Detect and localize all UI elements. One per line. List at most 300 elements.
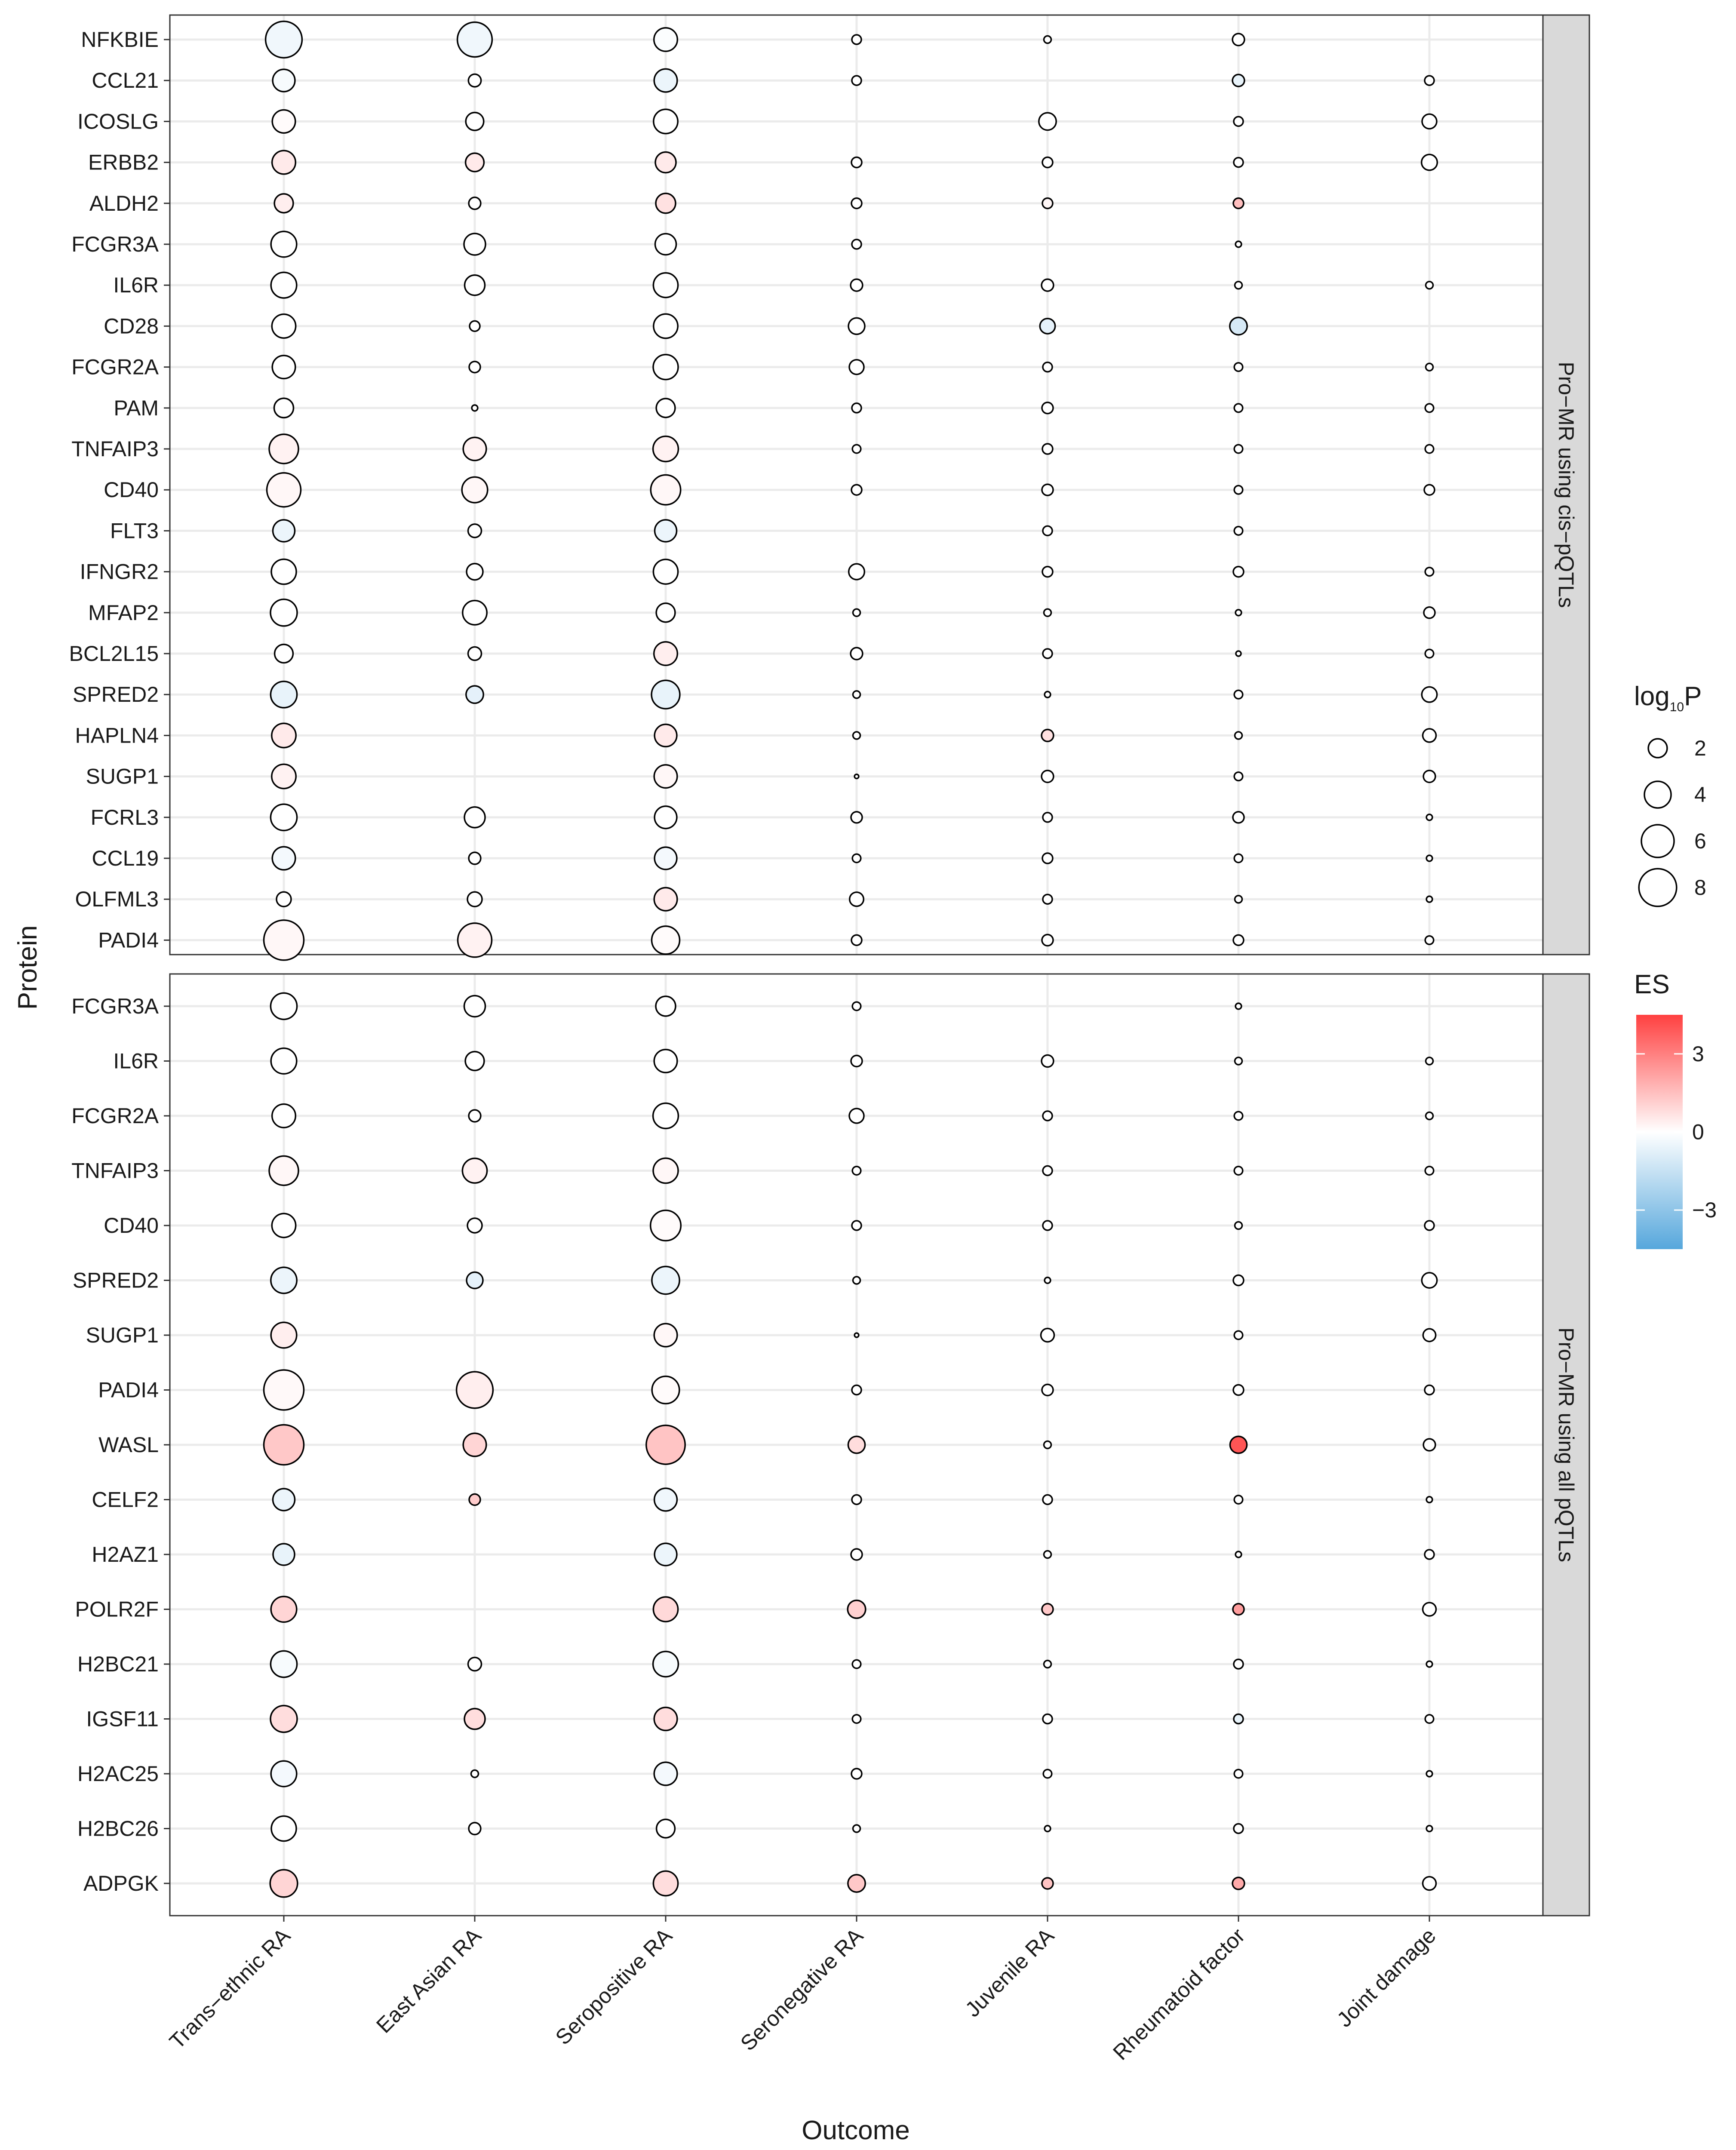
point-mfap2-trans-ethnic-ra bbox=[270, 599, 297, 626]
point-fcgr2a-joint-damage bbox=[1426, 1112, 1433, 1120]
point-nfkbie-rheumatoid-factor bbox=[1232, 34, 1244, 46]
point-il6r-juvenile-ra bbox=[1042, 1055, 1054, 1067]
point-fcgr3a-rheumatoid-factor bbox=[1235, 241, 1241, 247]
point-tnfaip3-east-asian-ra bbox=[463, 437, 486, 461]
point-fcgr2a-seropositive-ra bbox=[653, 1103, 679, 1129]
point-aldh2-seronegative-ra bbox=[851, 198, 862, 209]
y-tick-label-igsf11: IGSF11 bbox=[86, 1707, 159, 1731]
point-sugp1-seropositive-ra bbox=[654, 765, 677, 788]
point-wasl-seropositive-ra bbox=[646, 1425, 685, 1464]
point-padi4-trans-ethnic-ra bbox=[264, 920, 304, 960]
y-tick-label-wasl: WASL bbox=[98, 1433, 159, 1457]
point-hapln4-trans-ethnic-ra bbox=[272, 723, 296, 747]
point-fcgr3a-rheumatoid-factor bbox=[1235, 1003, 1241, 1009]
point-tnfaip3-joint-damage bbox=[1425, 445, 1434, 453]
point-fcgr3a-seropositive-ra bbox=[656, 996, 676, 1016]
point-h2bc21-juvenile-ra bbox=[1044, 1661, 1051, 1668]
point-icoslg-seropositive-ra bbox=[654, 109, 678, 133]
point-fcgr3a-east-asian-ra bbox=[464, 996, 485, 1017]
point-sugp1-joint-damage bbox=[1423, 1329, 1435, 1341]
size-legend-label-4: 4 bbox=[1694, 783, 1706, 807]
point-il6r-east-asian-ra bbox=[465, 275, 485, 295]
point-cd40-east-asian-ra bbox=[467, 1218, 482, 1233]
point-celf2-trans-ethnic-ra bbox=[273, 1489, 295, 1511]
point-h2bc26-seropositive-ra bbox=[657, 1819, 675, 1838]
point-h2ac25-joint-damage bbox=[1426, 1771, 1432, 1777]
point-igsf11-east-asian-ra bbox=[464, 1709, 485, 1729]
y-tick-label-erbb2: ERBB2 bbox=[88, 150, 159, 175]
point-celf2-east-asian-ra bbox=[469, 1494, 480, 1505]
x-tick-label-seropositive-ra: Seropositive RA bbox=[550, 1923, 677, 2050]
point-igsf11-juvenile-ra bbox=[1043, 1714, 1052, 1724]
point-aldh2-seropositive-ra bbox=[656, 194, 676, 213]
point-sugp1-juvenile-ra bbox=[1042, 771, 1054, 783]
point-olfml3-juvenile-ra bbox=[1043, 894, 1052, 904]
point-cd40-trans-ethnic-ra bbox=[272, 1213, 295, 1237]
size-legend bbox=[1634, 682, 1706, 906]
point-olfml3-joint-damage bbox=[1426, 896, 1432, 902]
point-padi4-rheumatoid-factor bbox=[1233, 1385, 1244, 1395]
point-spred2-joint-damage bbox=[1422, 687, 1437, 702]
point-tnfaip3-juvenile-ra bbox=[1043, 1166, 1052, 1176]
y-tick-label-nfkbie: NFKBIE bbox=[81, 28, 159, 52]
point-padi4-joint-damage bbox=[1425, 936, 1434, 945]
point-il6r-east-asian-ra bbox=[465, 1052, 484, 1071]
panel-2 bbox=[71, 974, 1589, 1916]
point-padi4-seropositive-ra bbox=[652, 926, 680, 954]
point-olfml3-trans-ethnic-ra bbox=[277, 892, 291, 906]
point-spred2-seropositive-ra bbox=[651, 680, 680, 709]
point-mfap2-rheumatoid-factor bbox=[1235, 610, 1241, 616]
point-cd28-juvenile-ra bbox=[1040, 319, 1055, 334]
point-tnfaip3-joint-damage bbox=[1425, 1167, 1434, 1175]
point-ccl19-east-asian-ra bbox=[469, 852, 481, 864]
point-ccl21-east-asian-ra bbox=[468, 74, 481, 87]
size-legend-key-4 bbox=[1644, 781, 1671, 808]
y-tick-label-cd40: CD40 bbox=[104, 1213, 159, 1238]
point-mfap2-east-asian-ra bbox=[463, 601, 487, 625]
point-cd40-seronegative-ra bbox=[852, 1221, 861, 1230]
y-tick-label-fcgr2a: FCGR2A bbox=[71, 1104, 159, 1128]
y-tick-label-sugp1: SUGP1 bbox=[86, 1323, 159, 1347]
strip-label: Pro−MR using all pQTLs bbox=[1554, 1327, 1578, 1563]
point-adpgk-juvenile-ra bbox=[1042, 1878, 1053, 1889]
y-axis-title: Protein bbox=[13, 925, 43, 1010]
point-il6r-juvenile-ra bbox=[1042, 279, 1054, 291]
point-fcgr2a-seronegative-ra bbox=[849, 1109, 864, 1123]
point-icoslg-east-asian-ra bbox=[466, 113, 484, 131]
point-ccl19-seropositive-ra bbox=[654, 847, 677, 869]
point-fcgr2a-east-asian-ra bbox=[469, 362, 480, 373]
point-ccl21-joint-damage bbox=[1425, 76, 1434, 85]
point-aldh2-trans-ethnic-ra bbox=[274, 194, 293, 213]
point-il6r-trans-ethnic-ra bbox=[271, 272, 297, 298]
y-tick-label-sugp1: SUGP1 bbox=[86, 764, 159, 789]
point-cd40-trans-ethnic-ra bbox=[267, 473, 301, 507]
point-padi4-seropositive-ra bbox=[652, 1376, 679, 1404]
point-cd28-trans-ethnic-ra bbox=[272, 314, 295, 338]
point-h2bc21-east-asian-ra bbox=[468, 1658, 482, 1671]
point-hapln4-rheumatoid-factor bbox=[1235, 732, 1242, 739]
point-icoslg-joint-damage bbox=[1422, 114, 1437, 129]
point-pam-seronegative-ra bbox=[852, 403, 861, 413]
y-tick-label-flt3: FLT3 bbox=[110, 519, 159, 543]
point-il6r-joint-damage bbox=[1426, 1057, 1433, 1065]
point-icoslg-rheumatoid-factor bbox=[1234, 117, 1243, 126]
point-h2ac25-rheumatoid-factor bbox=[1234, 1769, 1243, 1778]
point-cd40-rheumatoid-factor bbox=[1234, 485, 1243, 494]
facet-strip-2 bbox=[1543, 974, 1589, 1916]
size-legend-title bbox=[1634, 682, 1702, 714]
point-spred2-juvenile-ra bbox=[1045, 1278, 1051, 1284]
size-legend-key-6 bbox=[1641, 825, 1674, 857]
y-tick-label-spred2: SPRED2 bbox=[72, 682, 159, 707]
point-flt3-juvenile-ra bbox=[1043, 526, 1052, 535]
y-tick-label-adpgk: ADPGK bbox=[83, 1871, 159, 1895]
point-spred2-east-asian-ra bbox=[466, 686, 483, 703]
point-spred2-rheumatoid-factor bbox=[1233, 1275, 1244, 1286]
point-il6r-rheumatoid-factor bbox=[1235, 1057, 1242, 1065]
point-bcl2l15-east-asian-ra bbox=[468, 647, 482, 660]
point-cd40-joint-damage bbox=[1424, 485, 1435, 495]
point-cd40-seronegative-ra bbox=[851, 485, 862, 495]
point-igsf11-seronegative-ra bbox=[852, 1715, 861, 1723]
facet-strip-1 bbox=[1543, 15, 1589, 955]
point-fcrl3-juvenile-ra bbox=[1043, 813, 1052, 822]
point-h2az1-joint-damage bbox=[1425, 1550, 1434, 1559]
point-fcrl3-joint-damage bbox=[1426, 814, 1432, 820]
point-fcgr3a-seronegative-ra bbox=[852, 240, 861, 249]
point-h2bc21-seronegative-ra bbox=[852, 1660, 861, 1668]
strip-label: Pro−MR using cis−pQTLs bbox=[1554, 362, 1578, 608]
point-aldh2-juvenile-ra bbox=[1042, 198, 1053, 209]
point-h2bc26-seronegative-ra bbox=[853, 1825, 860, 1832]
y-tick-label-il6r: IL6R bbox=[113, 273, 159, 298]
point-fcgr2a-joint-damage bbox=[1426, 363, 1433, 371]
point-erbb2-rheumatoid-factor bbox=[1234, 158, 1243, 167]
size-legend-key-8 bbox=[1639, 869, 1677, 906]
x-tick-label-east-asian-ra: East Asian RA bbox=[372, 1923, 486, 2038]
point-wasl-trans-ethnic-ra bbox=[264, 1425, 304, 1465]
point-icoslg-juvenile-ra bbox=[1039, 113, 1056, 130]
x-tick-label-juvenile-ra: Juvenile RA bbox=[960, 1923, 1059, 2022]
point-h2az1-seronegative-ra bbox=[851, 1549, 862, 1560]
color-legend-label-1: 0 bbox=[1692, 1120, 1704, 1144]
point-sugp1-juvenile-ra bbox=[1041, 1329, 1054, 1342]
point-fcrl3-rheumatoid-factor bbox=[1233, 812, 1244, 823]
point-cd28-east-asian-ra bbox=[470, 321, 480, 331]
point-erbb2-joint-damage bbox=[1422, 154, 1438, 170]
point-olfml3-rheumatoid-factor bbox=[1235, 896, 1242, 903]
y-tick-label-ccl19: CCL19 bbox=[92, 846, 159, 870]
y-axis-panel-1 bbox=[69, 28, 170, 952]
point-cd40-juvenile-ra bbox=[1042, 484, 1053, 495]
point-tnfaip3-seronegative-ra bbox=[852, 445, 861, 453]
size-legend-label-6: 6 bbox=[1694, 829, 1706, 853]
point-ifngr2-juvenile-ra bbox=[1042, 567, 1053, 577]
x-tick-label-rheumatoid-factor: Rheumatoid factor bbox=[1108, 1923, 1250, 2065]
point-nfkbie-trans-ethnic-ra bbox=[266, 22, 302, 58]
point-h2bc26-joint-damage bbox=[1426, 1826, 1432, 1832]
point-flt3-seropositive-ra bbox=[655, 520, 677, 542]
color-legend bbox=[1634, 970, 1717, 1249]
y-tick-label-fcgr3a: FCGR3A bbox=[71, 994, 159, 1018]
point-bcl2l15-joint-damage bbox=[1425, 649, 1434, 658]
point-tnfaip3-trans-ethnic-ra bbox=[269, 434, 298, 464]
point-sugp1-seropositive-ra bbox=[654, 1324, 677, 1347]
point-ccl19-seronegative-ra bbox=[852, 854, 861, 863]
y-tick-label-spred2: SPRED2 bbox=[72, 1268, 159, 1293]
point-erbb2-juvenile-ra bbox=[1042, 157, 1053, 168]
y-tick-label-mfap2: MFAP2 bbox=[88, 600, 159, 625]
point-pam-joint-damage bbox=[1425, 404, 1434, 412]
size-legend-title-p: P bbox=[1684, 682, 1702, 711]
point-h2az1-juvenile-ra bbox=[1044, 1551, 1051, 1558]
point-wasl-rheumatoid-factor bbox=[1230, 1436, 1247, 1453]
point-igsf11-rheumatoid-factor bbox=[1234, 1714, 1243, 1724]
point-sugp1-trans-ethnic-ra bbox=[271, 1322, 297, 1348]
y-tick-label-bcl2l15: BCL2L15 bbox=[69, 642, 159, 666]
point-padi4-east-asian-ra bbox=[458, 923, 492, 957]
point-pam-juvenile-ra bbox=[1042, 402, 1053, 414]
point-tnfaip3-rheumatoid-factor bbox=[1234, 1167, 1243, 1175]
point-wasl-joint-damage bbox=[1423, 1439, 1435, 1451]
point-igsf11-trans-ethnic-ra bbox=[270, 1706, 297, 1732]
point-il6r-seropositive-ra bbox=[653, 273, 678, 298]
y-axis-panel-2 bbox=[71, 994, 170, 1895]
point-celf2-seropositive-ra bbox=[654, 1488, 677, 1511]
point-fcgr3a-trans-ethnic-ra bbox=[271, 231, 297, 257]
point-adpgk-joint-damage bbox=[1423, 1877, 1436, 1890]
point-h2ac25-juvenile-ra bbox=[1043, 1769, 1052, 1778]
y-tick-label-cd40: CD40 bbox=[104, 478, 159, 502]
point-fcgr2a-rheumatoid-factor bbox=[1234, 363, 1243, 372]
point-fcrl3-seronegative-ra bbox=[851, 812, 862, 823]
point-ccl19-juvenile-ra bbox=[1042, 853, 1053, 863]
point-tnfaip3-trans-ethnic-ra bbox=[269, 1156, 298, 1186]
y-tick-label-pam: PAM bbox=[114, 396, 159, 420]
point-sugp1-rheumatoid-factor bbox=[1234, 1331, 1243, 1339]
y-tick-label-tnfaip3: TNFAIP3 bbox=[71, 1158, 159, 1183]
point-wasl-juvenile-ra bbox=[1044, 1441, 1051, 1449]
y-tick-label-celf2: CELF2 bbox=[92, 1487, 159, 1512]
point-wasl-seronegative-ra bbox=[848, 1436, 865, 1453]
point-erbb2-trans-ethnic-ra bbox=[272, 150, 296, 174]
point-mfap2-joint-damage bbox=[1424, 607, 1435, 618]
point-tnfaip3-seropositive-ra bbox=[653, 436, 679, 462]
point-polr2f-rheumatoid-factor bbox=[1233, 1604, 1244, 1615]
point-erbb2-east-asian-ra bbox=[466, 153, 484, 172]
point-padi4-rheumatoid-factor bbox=[1233, 935, 1244, 945]
point-flt3-east-asian-ra bbox=[468, 524, 482, 538]
point-fcgr2a-seropositive-ra bbox=[653, 355, 678, 380]
point-h2bc26-rheumatoid-factor bbox=[1234, 1824, 1243, 1834]
point-wasl-east-asian-ra bbox=[463, 1433, 486, 1456]
y-tick-label-cd28: CD28 bbox=[104, 314, 159, 338]
y-tick-label-padi4: PADI4 bbox=[98, 1378, 159, 1402]
point-fcgr3a-seropositive-ra bbox=[655, 234, 676, 255]
point-padi4-seronegative-ra bbox=[851, 935, 862, 945]
point-pam-rheumatoid-factor bbox=[1234, 404, 1243, 412]
point-flt3-trans-ethnic-ra bbox=[273, 520, 295, 542]
point-ifngr2-seropositive-ra bbox=[653, 559, 678, 584]
point-fcgr2a-juvenile-ra bbox=[1043, 362, 1052, 372]
point-polr2f-joint-damage bbox=[1423, 1603, 1436, 1616]
point-il6r-seronegative-ra bbox=[851, 1056, 862, 1067]
x-axis-title: Outcome bbox=[802, 2116, 910, 2145]
point-h2bc21-rheumatoid-factor bbox=[1234, 1659, 1243, 1669]
point-celf2-juvenile-ra bbox=[1043, 1495, 1052, 1505]
point-il6r-seronegative-ra bbox=[851, 279, 863, 291]
point-padi4-juvenile-ra bbox=[1042, 1385, 1053, 1396]
point-ccl19-trans-ethnic-ra bbox=[272, 847, 295, 870]
point-nfkbie-seronegative-ra bbox=[852, 35, 861, 44]
point-fcgr3a-east-asian-ra bbox=[464, 233, 485, 255]
facet-panels bbox=[69, 15, 1590, 1916]
point-olfml3-east-asian-ra bbox=[467, 892, 482, 906]
point-mfap2-juvenile-ra bbox=[1044, 609, 1051, 616]
x-tick-label-trans-ethnic-ra: Trans−ethnic RA bbox=[165, 1923, 295, 2054]
y-tick-label-fcgr2a: FCGR2A bbox=[71, 355, 159, 379]
point-celf2-seronegative-ra bbox=[852, 1495, 861, 1505]
y-tick-label-ifngr2: IFNGR2 bbox=[80, 559, 159, 584]
y-tick-label-tnfaip3: TNFAIP3 bbox=[71, 437, 159, 461]
point-padi4-east-asian-ra bbox=[457, 1372, 493, 1408]
point-cd40-east-asian-ra bbox=[462, 477, 488, 503]
point-erbb2-seronegative-ra bbox=[851, 157, 862, 168]
size-legend-label-8: 8 bbox=[1694, 875, 1706, 900]
point-polr2f-juvenile-ra bbox=[1042, 1604, 1053, 1615]
point-spred2-trans-ethnic-ra bbox=[271, 1267, 297, 1293]
point-fcgr2a-trans-ethnic-ra bbox=[272, 356, 295, 379]
point-pam-east-asian-ra bbox=[472, 405, 478, 411]
y-tick-label-h2bc26: H2BC26 bbox=[77, 1816, 159, 1841]
point-tnfaip3-juvenile-ra bbox=[1042, 444, 1053, 454]
point-nfkbie-seropositive-ra bbox=[654, 28, 678, 52]
point-tnfaip3-east-asian-ra bbox=[462, 1158, 487, 1183]
point-padi4-seronegative-ra bbox=[852, 1385, 861, 1395]
size-legend-title-sub: 10 bbox=[1669, 700, 1684, 714]
point-h2bc26-east-asian-ra bbox=[469, 1823, 481, 1835]
point-spred2-joint-damage bbox=[1422, 1273, 1437, 1288]
y-tick-label-fcgr3a: FCGR3A bbox=[71, 232, 159, 256]
point-sugp1-trans-ethnic-ra bbox=[272, 764, 296, 788]
point-adpgk-seropositive-ra bbox=[653, 1871, 678, 1895]
y-tick-label-h2bc21: H2BC21 bbox=[77, 1652, 159, 1676]
point-ifngr2-rheumatoid-factor bbox=[1233, 567, 1244, 577]
point-cd40-seropositive-ra bbox=[651, 1210, 681, 1241]
point-igsf11-joint-damage bbox=[1425, 1715, 1434, 1723]
point-ccl21-seronegative-ra bbox=[852, 76, 861, 85]
point-bcl2l15-rheumatoid-factor bbox=[1236, 651, 1241, 656]
point-h2bc21-joint-damage bbox=[1426, 1661, 1432, 1667]
point-hapln4-joint-damage bbox=[1423, 729, 1436, 742]
point-icoslg-trans-ethnic-ra bbox=[272, 110, 295, 133]
point-sugp1-seronegative-ra bbox=[854, 1333, 859, 1337]
x-axis bbox=[165, 1916, 1441, 2065]
point-h2ac25-trans-ethnic-ra bbox=[271, 1761, 297, 1787]
point-padi4-trans-ethnic-ra bbox=[264, 1370, 304, 1410]
point-spred2-seropositive-ra bbox=[652, 1266, 679, 1294]
point-adpgk-trans-ethnic-ra bbox=[270, 1870, 298, 1897]
point-cd40-joint-damage bbox=[1425, 1221, 1434, 1230]
point-h2bc21-seropositive-ra bbox=[653, 1652, 679, 1677]
color-legend-title: ES bbox=[1634, 970, 1670, 999]
point-h2ac25-seropositive-ra bbox=[654, 1762, 677, 1785]
point-spred2-east-asian-ra bbox=[467, 1272, 483, 1289]
point-cd40-juvenile-ra bbox=[1043, 1221, 1052, 1230]
point-fcgr2a-east-asian-ra bbox=[469, 1110, 481, 1122]
point-aldh2-east-asian-ra bbox=[469, 197, 481, 209]
point-ifngr2-east-asian-ra bbox=[467, 564, 483, 580]
color-legend-label-2: −3 bbox=[1692, 1198, 1717, 1222]
point-adpgk-seronegative-ra bbox=[848, 1875, 865, 1892]
point-ccl21-rheumatoid-factor bbox=[1232, 74, 1244, 86]
point-cd40-rheumatoid-factor bbox=[1235, 1222, 1242, 1229]
point-spred2-trans-ethnic-ra bbox=[270, 682, 297, 708]
point-hapln4-seropositive-ra bbox=[654, 725, 677, 747]
point-bcl2l15-seropositive-ra bbox=[654, 642, 678, 666]
point-mfap2-seropositive-ra bbox=[656, 603, 675, 622]
point-h2bc26-trans-ethnic-ra bbox=[271, 1816, 296, 1841]
point-padi4-juvenile-ra bbox=[1042, 934, 1053, 946]
point-cd28-rheumatoid-factor bbox=[1230, 317, 1247, 335]
point-il6r-seropositive-ra bbox=[654, 1050, 677, 1073]
point-aldh2-rheumatoid-factor bbox=[1233, 198, 1244, 209]
point-h2az1-seropositive-ra bbox=[654, 1543, 677, 1566]
point-h2bc26-juvenile-ra bbox=[1045, 1826, 1051, 1832]
size-legend-title-log: log bbox=[1634, 682, 1670, 711]
point-ccl19-joint-damage bbox=[1426, 855, 1432, 861]
point-fcrl3-trans-ethnic-ra bbox=[270, 804, 297, 830]
point-bcl2l15-juvenile-ra bbox=[1043, 649, 1052, 658]
y-tick-label-icoslg: ICOSLG bbox=[77, 109, 159, 134]
point-nfkbie-juvenile-ra bbox=[1044, 36, 1051, 43]
panel-1 bbox=[69, 15, 1590, 960]
point-polr2f-seropositive-ra bbox=[653, 1597, 678, 1622]
point-adpgk-rheumatoid-factor bbox=[1232, 1877, 1244, 1889]
point-il6r-joint-damage bbox=[1426, 282, 1433, 289]
point-polr2f-trans-ethnic-ra bbox=[271, 1597, 297, 1622]
point-tnfaip3-seropositive-ra bbox=[653, 1158, 678, 1183]
point-pam-trans-ethnic-ra bbox=[274, 398, 294, 418]
x-tick-label-seronegative-ra: Seronegative RA bbox=[735, 1923, 868, 2056]
point-sugp1-joint-damage bbox=[1423, 771, 1435, 783]
point-ifngr2-seronegative-ra bbox=[849, 564, 865, 580]
y-tick-label-h2ac25: H2AC25 bbox=[77, 1762, 159, 1786]
point-bcl2l15-seronegative-ra bbox=[851, 648, 863, 660]
size-legend-key-2 bbox=[1648, 739, 1667, 758]
point-fcrl3-seropositive-ra bbox=[654, 806, 677, 829]
point-h2ac25-east-asian-ra bbox=[471, 1770, 479, 1778]
color-legend-label-0: 3 bbox=[1692, 1041, 1704, 1066]
point-tnfaip3-rheumatoid-factor bbox=[1234, 445, 1243, 453]
point-bcl2l15-trans-ethnic-ra bbox=[275, 645, 293, 663]
point-h2az1-trans-ethnic-ra bbox=[273, 1544, 295, 1565]
point-fcgr2a-trans-ethnic-ra bbox=[272, 1104, 296, 1128]
y-tick-label-fcrl3: FCRL3 bbox=[90, 805, 159, 829]
point-fcgr2a-rheumatoid-factor bbox=[1234, 1112, 1243, 1120]
point-fcgr2a-juvenile-ra bbox=[1043, 1111, 1052, 1121]
y-tick-label-il6r: IL6R bbox=[113, 1049, 159, 1073]
point-sugp1-seronegative-ra bbox=[854, 774, 859, 779]
point-flt3-rheumatoid-factor bbox=[1234, 527, 1243, 535]
point-fcgr3a-seronegative-ra bbox=[852, 1002, 861, 1010]
point-ccl21-seropositive-ra bbox=[654, 69, 677, 92]
y-tick-label-hapln4: HAPLN4 bbox=[75, 723, 159, 748]
point-cd28-seropositive-ra bbox=[654, 314, 678, 338]
point-celf2-rheumatoid-factor bbox=[1234, 1496, 1243, 1504]
